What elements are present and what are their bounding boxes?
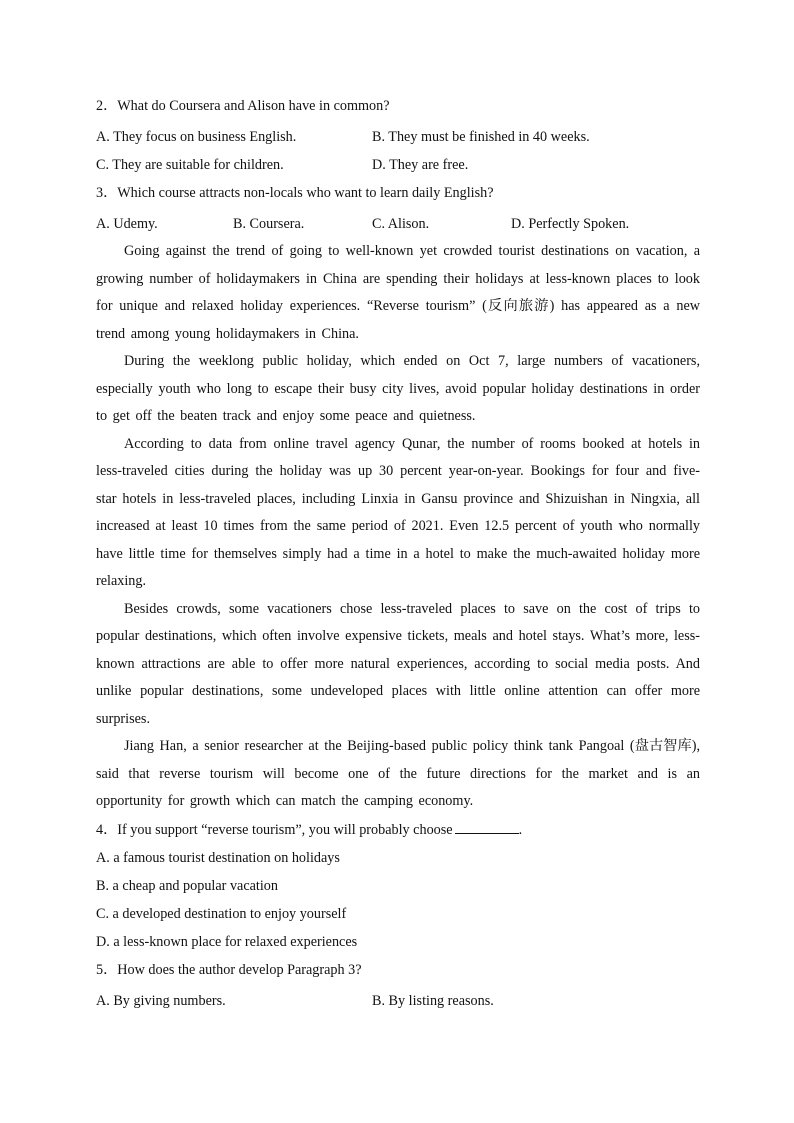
q4-stem-text: 4．If you support “reverse tourism”, you will probably choose — [96, 821, 453, 838]
question-2-stem: 2．What do Coursera and Alison have in common? — [96, 98, 390, 114]
passage-paragraph-2 — [96, 348, 700, 431]
question-3-stem: 3．Which course attracts non-locals who want to learn daily English? — [96, 185, 494, 201]
q4-option-d[interactable]: D. a less-known place for relaxed experiences — [96, 933, 358, 950]
passage-paragraph-5-text: Jiang Han, a senior researcher at the Beijing-based public policy think tank Pangoal (盘古智库), said that reverse tourism will become one of the future directions for the market and is an opportunity for growth which can match the camping economy. — [96, 738, 700, 809]
question-2-options-row-1 — [96, 123, 700, 151]
q4-stem-end: . — [518, 821, 523, 838]
q3-option-a[interactable]: A. Udemy. — [96, 216, 158, 232]
q2-option-d[interactable]: D. They are free. — [372, 157, 469, 173]
question-4-stem — [96, 816, 700, 844]
q5-option-a[interactable]: A. By giving numbers. — [96, 992, 226, 1009]
q4-option-c[interactable]: C. a developed destination to enjoy yourself — [96, 905, 347, 922]
q2-option-c[interactable]: C. They are suitable for children. — [96, 157, 284, 173]
question-2-options-row-2 — [96, 151, 700, 179]
passage-paragraph-1 — [96, 238, 700, 348]
q2-option-a[interactable]: A. They focus on business English. — [96, 129, 297, 145]
passage-paragraph-1-text: Going against the trend of going to well-known yet crowded tourist destinations on vacation, a growing number of holidaymakers in China are spending their holidays at less-known places to look for unique and relaxed holiday experiences. “Reverse tourism” (反向旅游) has appeared as a new trend among young holidaymakers in China. — [96, 243, 700, 342]
q2-option-b[interactable]: B. They must be finished in 40 weeks. — [372, 129, 590, 145]
q5-option-b[interactable]: B. By listing reasons. — [372, 992, 494, 1009]
passage-paragraph-4 — [96, 596, 700, 734]
passage-paragraph-3 — [96, 431, 700, 596]
q3-option-d[interactable]: D. Perfectly Spoken. — [511, 216, 630, 232]
question-5-stem: 5．How does the author develop Paragraph 3? — [96, 961, 362, 978]
passage-paragraph-2-text: During the weeklong public holiday, which ended on Oct 7, large numbers of vacationers, especially youth who long to escape their busy city lives, avoid popular holiday destinations in order to get off the beaten track and enjoy some peace and quietness. — [96, 353, 700, 424]
q4-option-b[interactable]: B. a cheap and popular vacation — [96, 877, 278, 894]
q4-option-a[interactable]: A. a famous tourist destination on holidays — [96, 849, 340, 866]
q3-option-c[interactable]: C. Alison. — [372, 216, 430, 232]
document-page — [96, 92, 700, 1015]
passage-paragraph-3-text: According to data from online travel agency Qunar, the number of rooms booked at hotels in less-traveled cities during the holiday was up 30 percent year-on-year. Bookings for four and five-star hotels in less-traveled places, including Linxia in Gansu province and Shizuishan in Ningxia, all increased at least 10 times from the same period of 2021. Even 12.5 percent of youth who normally have little time for themselves simply had a time in a hotel to make the much-awaited holiday more relaxing. — [96, 435, 700, 589]
question-3-options-row — [96, 210, 700, 238]
q3-option-b[interactable]: B. Coursera. — [233, 216, 305, 232]
passage-paragraph-5 — [96, 733, 700, 816]
passage-paragraph-4-text: Besides crowds, some vacationers chose less-traveled places to save on the cost of trips to popular destinations, which often involve expensive tickets, meals and hotel stays. What’s more, less-known attractions are able to offer more natural experiences, according to social media posts. And unlike popular destinations, some undeveloped places with little online attention can offer more surprises. — [96, 600, 700, 727]
question-5-options-row — [96, 987, 700, 1015]
answer-blank[interactable] — [455, 817, 519, 834]
